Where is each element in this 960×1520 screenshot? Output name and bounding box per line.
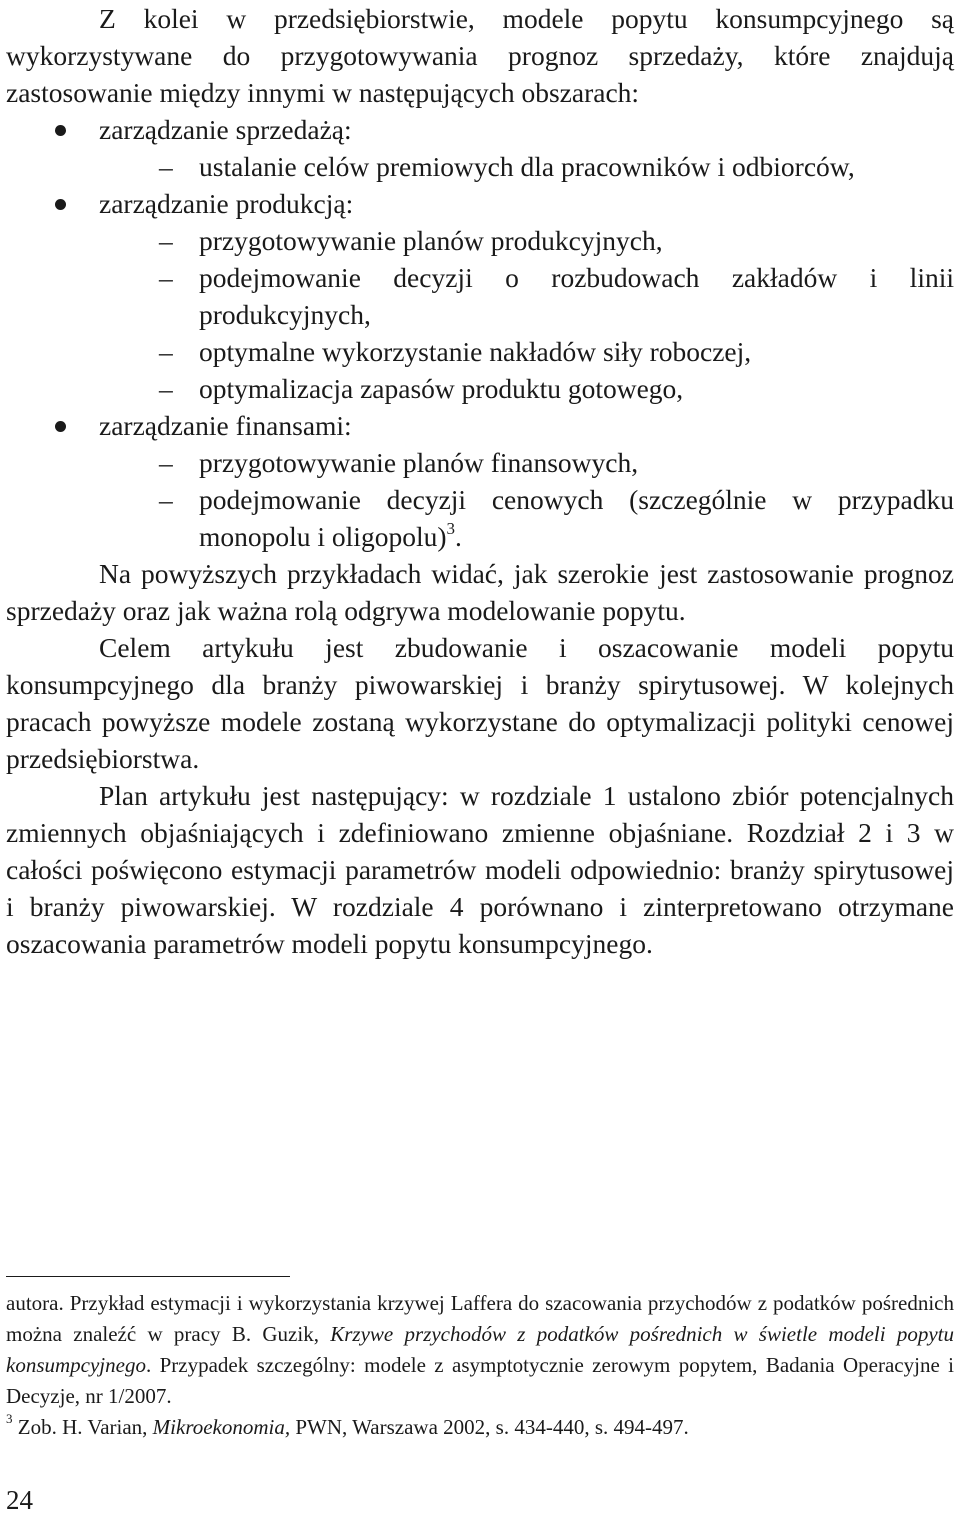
- body-paragraph: Na powyższych przykładach widać, jak szerokie jest zastosowanie prognoz sprzedaży oraz jak ważna rolą odgrywa modelowanie popytu.: [6, 558, 954, 626]
- footnote-mark: 3: [6, 1411, 13, 1426]
- body-paragraph: Celem artykułu jest zbudowanie i oszacowanie modeli popytu konsumpcyjnego dla branży piwowarskiej i branży spirytusowej. W kolejnych pracach powyższe modele zostaną wykorzystane do optymalizacji polityki cenowej przedsiębiorstwa.: [6, 632, 954, 774]
- footnote-ref[interactable]: 3: [446, 518, 455, 538]
- dash-item: [6, 481, 954, 555]
- dash-item-text: optymalne wykorzystanie nakładów siły roboczej,: [199, 336, 752, 367]
- dash-item-text: ustalanie celów premiowych dla pracowników i odbiorców,: [199, 151, 855, 182]
- dash-item-text: podejmowanie decyzji o rozbudowach zakładów i linii produkcyjnych,: [199, 262, 954, 330]
- dash-icon: –: [159, 262, 173, 293]
- dash-item: [6, 259, 954, 333]
- bullet-icon: [55, 199, 66, 210]
- page-number: 24: [6, 1485, 33, 1515]
- bullet-item-sales: [6, 111, 954, 148]
- dash-icon: –: [159, 151, 173, 182]
- dash-item-text: przygotowywanie planów produkcyjnych,: [199, 225, 663, 256]
- dash-icon: –: [159, 373, 173, 404]
- dash-item-text: podejmowanie decyzji cenowych (szczególnie w przypadku monopolu i oligopolu): [199, 484, 954, 552]
- dash-item: [6, 333, 954, 370]
- bullet-title: zarządzanie finansami:: [99, 410, 352, 441]
- intro-paragraph: Z kolei w przedsiębiorstwie, modele popytu konsumpcyjnego są wykorzystywane do przygotowywania prognoz sprzedaży, które znajdują zastosowanie między innymi w następujących obszarach:: [6, 3, 954, 108]
- dash-icon: –: [159, 447, 173, 478]
- dash-icon: –: [159, 336, 173, 367]
- dash-item: [6, 222, 954, 259]
- footnote-ref-suffix: .: [455, 521, 462, 552]
- bullet-icon: [55, 125, 66, 136]
- body-paragraph: Plan artykułu jest następujący: w rozdziale 1 ustalono zbiór potencjalnych zmiennych objaśniających i zdefiniowano zmienne objaśniane. Rozdział 2 i 3 w całości poświęcono estymacji parametrów modeli odpowiednio: branży spirytusowej i branży piwowarskiej. W rozdziale 4 porównano i zinterpretowano otrzymane oszacowania parametrów modeli popytu konsumpcyjnego.: [6, 780, 954, 959]
- bullet-icon: [55, 421, 66, 432]
- bullet-item-finance: [6, 407, 954, 444]
- footnotes: [6, 1288, 954, 1443]
- footnote-title: Krzywe przychodów z podatków pośrednich w świetle modeli popytu konsumpcyjnego: [6, 1322, 954, 1377]
- dash-icon: –: [159, 225, 173, 256]
- footnote-3: $^3$ Zob. H. Varian, Mikroekonomia, PWN, Warszawa 2002, s. 434-440, s. 494-497.: [6, 1411, 689, 1439]
- bullet-title: zarządzanie produkcją:: [99, 188, 354, 219]
- bullet-title: zarządzanie sprzedażą:: [99, 114, 352, 145]
- dash-item-text: przygotowywanie planów finansowych,: [199, 447, 639, 478]
- dash-item: [6, 148, 954, 185]
- dash-icon: –: [159, 484, 173, 515]
- main-text: [6, 0, 954, 962]
- dash-item: [6, 444, 954, 481]
- dash-item-text: optymalizacja zapasów produktu gotowego,: [199, 373, 684, 404]
- footnote-title: Mikroekonomia,: [152, 1415, 291, 1439]
- footnote-separator: [6, 1276, 290, 1277]
- dash-item: [6, 370, 954, 407]
- footnote-continued: autora. Przykład estymacji i wykorzystania krzywej Laffera do szacowania przychodów z podatków pośrednich można znaleźć w pracy B. Guzik, Krzywe przychodów z podatków pośrednich w świetle modeli popytu konsumpcyjnego. Przypadek szczególny: modele z asymptotycznie zerowym popytem, Badania Operacyjne i Decyzje, nr 1/2007.: [6, 1291, 954, 1408]
- bullet-item-production: [6, 185, 954, 222]
